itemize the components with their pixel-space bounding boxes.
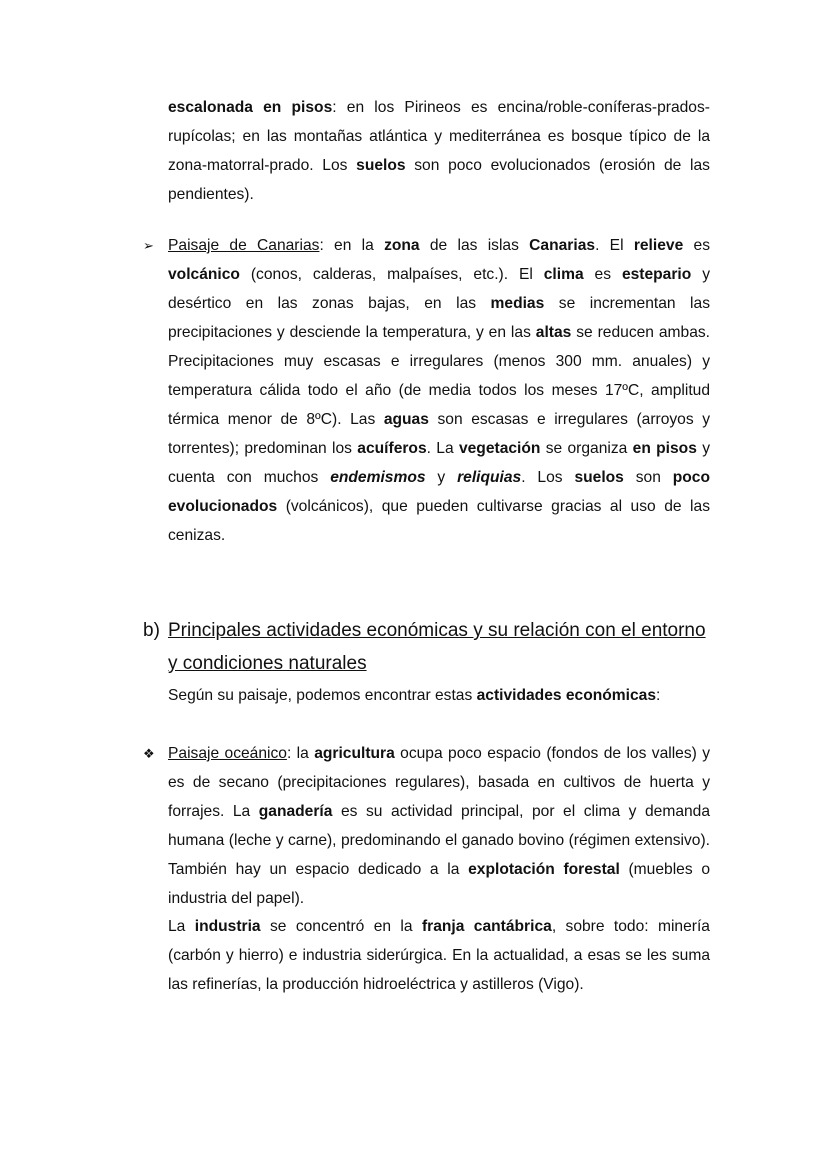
paragraph-industria bbox=[168, 912, 710, 999]
paragraph-paisaje-canarias bbox=[168, 231, 710, 550]
text-run: son escasas e irregulares (arroyos y torrentes); predominan los bbox=[168, 411, 711, 457]
text-run: se incrementan las precipitaciones y desciende la temperatura, y en las bbox=[168, 295, 710, 341]
bold-term: zona bbox=[384, 237, 420, 254]
text-run: son bbox=[623, 469, 673, 486]
item-title: Paisaje oceánico bbox=[168, 745, 287, 762]
section-heading: Principales actividades económicas y su relación con el entorno y condiciones naturales bbox=[168, 620, 706, 674]
text-run: Según su paisaje, podemos encontrar estas bbox=[168, 687, 477, 704]
section-intro bbox=[168, 681, 710, 710]
paragraph-vegetation-continuation bbox=[168, 93, 710, 209]
text-run: : la bbox=[286, 745, 315, 762]
text-run: y cuenta con muchos bbox=[168, 440, 710, 486]
text-run: es bbox=[583, 266, 622, 283]
bold-italic-term: reliquias bbox=[457, 469, 522, 486]
text-run: se concentró en la bbox=[260, 918, 422, 935]
bold-term: industria bbox=[194, 918, 261, 935]
text-run: La bbox=[168, 918, 195, 935]
arrow-bullet-icon: ➢ bbox=[143, 238, 154, 253]
paragraph-paisaje-oceanico bbox=[168, 739, 710, 913]
text-run: (volcánicos), que pueden cultivarse gracias al uso de las cenizas. bbox=[168, 498, 710, 544]
item-title: Paisaje de Canarias bbox=[168, 237, 320, 254]
text-run: y desértico en las zonas bajas, en las bbox=[168, 266, 710, 312]
bold-term: ganadería bbox=[258, 803, 333, 820]
text-run: . La bbox=[426, 440, 459, 457]
bold-term: acuíferos bbox=[357, 440, 427, 457]
bold-term: altas bbox=[535, 324, 572, 341]
text-run: . El bbox=[595, 237, 634, 254]
bold-italic-term: endemismos bbox=[330, 469, 426, 486]
bold-term: suelos bbox=[574, 469, 624, 486]
text-run: , sobre todo: minería (carbón y hierro) e industria siderúrgica. En la actualidad, a esas se les suma las refinerías, la producción hidroeléctrica y astilleros (Vigo). bbox=[168, 918, 710, 993]
bold-term: relieve bbox=[633, 237, 684, 254]
bold-term: explotación forestal bbox=[468, 861, 620, 878]
diamond-bullet-icon: ❖ bbox=[143, 746, 155, 761]
text-run: ocupa poco espacio (fondos de los valles) y es de secano (precipitaciones regulares), basada en cultivos de huerta y forrajes. La bbox=[168, 745, 711, 820]
text-run: son poco evolucionados (erosión de las pendientes). bbox=[168, 157, 710, 203]
text-run: es bbox=[683, 237, 710, 254]
bold-term: aguas bbox=[383, 411, 429, 428]
text-run: : en los Pirineos es encina/roble-coníferas-prados-rupícolas; en las montañas atlántica y mediterránea es bosque típico de la zona-matorral-prado. Los bbox=[168, 99, 710, 174]
section-marker: b) bbox=[143, 620, 160, 641]
bold-term: suelos bbox=[356, 157, 406, 174]
text-run: (muebles o industria del papel). bbox=[168, 861, 710, 907]
bold-term: vegetación bbox=[458, 440, 541, 457]
bold-term: actividades económicas bbox=[476, 687, 657, 704]
text-run: se organiza bbox=[540, 440, 633, 457]
bold-term: en pisos bbox=[632, 440, 697, 457]
bold-term: estepario bbox=[621, 266, 692, 283]
text-run: : bbox=[656, 687, 661, 704]
bold-term: medias bbox=[490, 295, 545, 312]
text-run: de las islas bbox=[419, 237, 530, 254]
bold-term: agricultura bbox=[314, 745, 395, 762]
text-run: se reducen ambas. Precipitaciones muy escasas e irregulares (menos 300 mm. anuales) y temperatura cálida todo el año (de media todos los meses 17ºC, amplitud térmica menor de 8ºC). Las bbox=[168, 324, 711, 428]
bold-term: escalonada en pisos bbox=[168, 99, 333, 116]
bold-term: franja cantábrica bbox=[421, 918, 552, 935]
bold-term: Canarias bbox=[529, 237, 596, 254]
text-run: y bbox=[425, 469, 458, 486]
text-run: (conos, calderas, malpaíses, etc.). El bbox=[239, 266, 544, 283]
text-run: es su actividad principal, por el clima y demanda humana (leche y carne), predominando el ganado bovino (régimen extensivo). También hay un espacio dedicado a la bbox=[168, 803, 711, 878]
bold-term: volcánico bbox=[168, 266, 240, 283]
bold-term: clima bbox=[543, 266, 584, 283]
text-run: : en la bbox=[319, 237, 385, 254]
bold-term: poco evolucionados bbox=[168, 469, 710, 515]
text-run: . Los bbox=[521, 469, 575, 486]
